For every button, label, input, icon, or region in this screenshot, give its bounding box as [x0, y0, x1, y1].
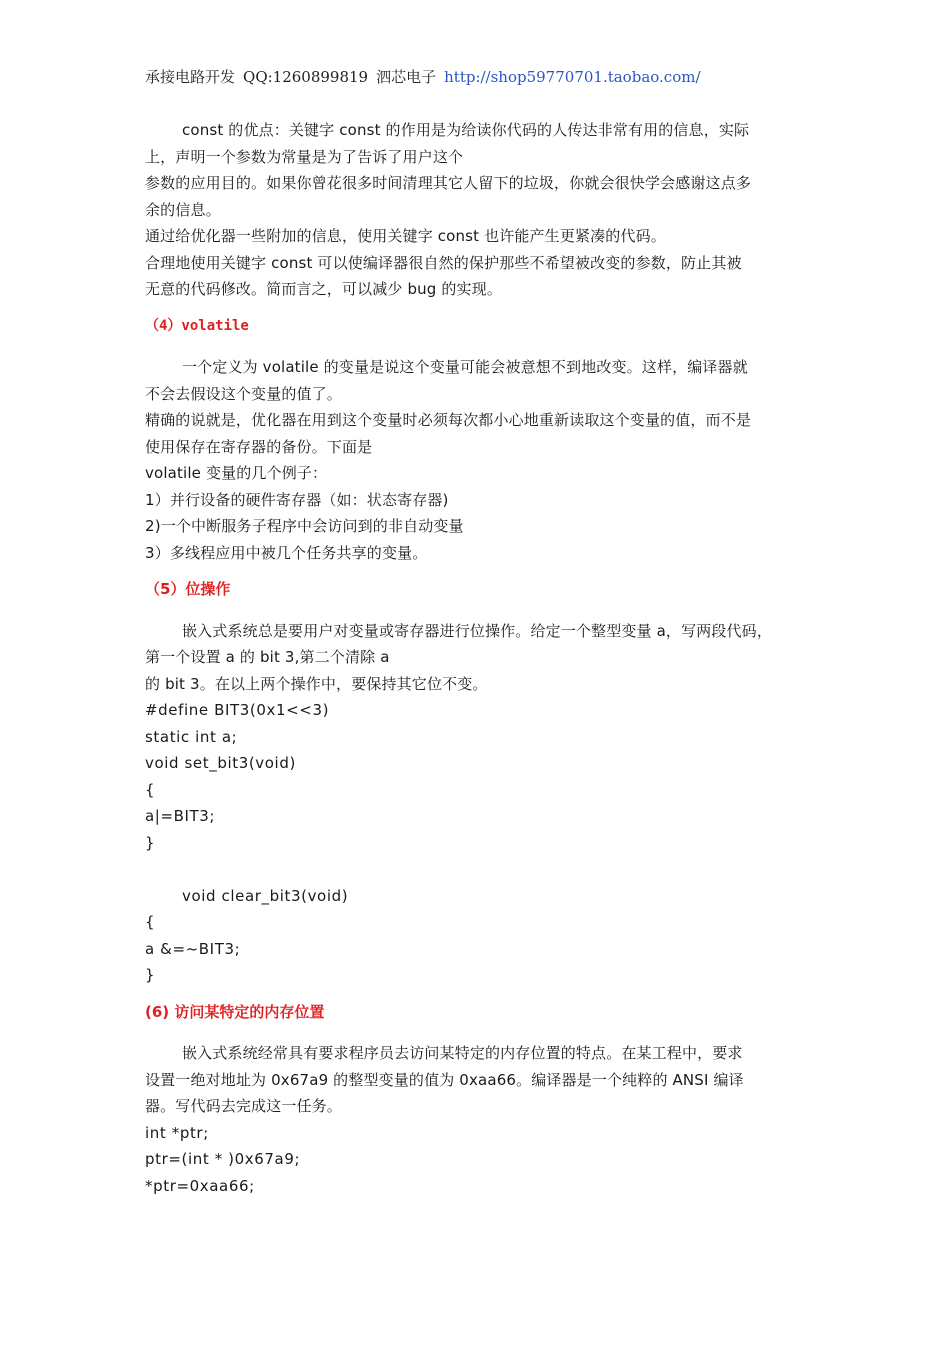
section-heading-memory-access: (6) 访问某特定的内存位置 — [145, 1002, 325, 1021]
code-line: ptr=(int * )0x67a9; — [145, 1150, 301, 1168]
code-line: a &=~BIT3; — [145, 939, 241, 958]
code-line: void set_bit3(void) — [145, 754, 296, 772]
paragraph-line: 参数的应用目的。如果你曾花很多时间清理其它人留下的垃圾，你就会很快学会感谢这点多 — [145, 174, 752, 192]
code-line: { — [145, 913, 156, 931]
header-company-text: 泗芯电子 — [376, 68, 437, 86]
section-heading-bit-operation: （5）位操作 — [145, 580, 231, 598]
paragraph-line: 不会去假设这个变量的值了。 — [145, 384, 342, 403]
list-item: 1）并行设备的硬件寄存器（如：状态寄存器) — [145, 490, 449, 509]
paragraph-line: volatile 变量的几个例子： — [145, 464, 328, 482]
volatile-section — [145, 354, 810, 566]
page-header — [145, 66, 701, 87]
paragraph-line: 合理地使用关键字 const 可以使编译器很自然的保护那些不希望被改变的参数，防止其被 — [145, 253, 742, 272]
paragraph-line: 嵌入式系统总是要用户对变量或寄存器进行位操作。给定一个整型变量 a，写两段代码， — [182, 621, 772, 640]
paragraph-line: 器。写代码去完成这一任务。 — [145, 1097, 342, 1115]
code-line: int *ptr; — [145, 1123, 209, 1142]
code-line: static int a; — [145, 727, 238, 746]
header-shop-link[interactable]: http://shop59770701.taobao.com/ — [444, 68, 701, 86]
paragraph-line: 的 bit 3。在以上两个操作中，要保持其它位不变。 — [145, 674, 488, 693]
code-block-clear-bit — [145, 883, 810, 989]
code-line: #define BIT3(0x1<<3) — [145, 701, 330, 719]
header-service-text: 承接电路开发 — [145, 68, 236, 86]
paragraph-line: 设置一绝对地址为 0x67a9 的整型变量的值为 0xaa66。编译器是一个纯粹的 ANSI 编译 — [145, 1070, 744, 1089]
code-line: *ptr=0xaa66; — [145, 1176, 255, 1195]
paragraph-line: 使用保存在寄存器的备份。下面是 — [145, 437, 373, 456]
paragraph-line: 嵌入式系统经常具有要求程序员去访问某特定的内存位置的特点。在某工程中，要求 — [182, 1044, 743, 1062]
const-section — [145, 117, 810, 303]
paragraph-line: 通过给优化器一些附加的信息，使用关键字 const 也许能产生更紧凑的代码。 — [145, 227, 666, 245]
list-item: 2)一个中断服务子程序中会访问到的非自动变量 — [145, 517, 464, 535]
code-line: void clear_bit3(void) — [182, 886, 349, 905]
paragraph-line: 一个定义为 volatile 的变量是说这个变量可能会被意想不到地改变。这样，编译器就 — [182, 358, 748, 376]
bit-operation-section — [145, 618, 810, 989]
memory-access-section — [145, 1040, 810, 1199]
code-line: } — [145, 966, 156, 984]
header-qq-text: QQ:1260899819 — [243, 68, 369, 86]
paragraph-line: 第一个设置 a 的 bit 3,第二个清除 a — [145, 648, 390, 666]
document-body — [145, 117, 810, 1199]
code-line: } — [145, 833, 156, 852]
paragraph-line: 精确的说就是，优化器在用到这个变量时必须每次都小心地重新读取这个变量的值，而不是 — [145, 411, 752, 429]
paragraph-line: const 的优点：关键字 const 的作用是为给读你代码的人传达非常有用的信息，实际 — [182, 121, 750, 139]
paragraph-line: 上，声明一个参数为常量是为了告诉了用户这个 — [145, 147, 464, 166]
code-line: { — [145, 780, 156, 799]
paragraph-line: 无意的代码修改。简而言之，可以减少 bug 的实现。 — [145, 280, 502, 298]
list-item: 3）多线程应用中被几个任务共享的变量。 — [145, 543, 428, 562]
code-block-set-bit — [145, 697, 810, 856]
paragraph-line: 余的信息。 — [145, 200, 221, 219]
section-heading-volatile: （4）volatile — [145, 317, 249, 334]
code-line: a|=BIT3; — [145, 807, 216, 825]
code-block-pointer — [145, 1120, 810, 1200]
